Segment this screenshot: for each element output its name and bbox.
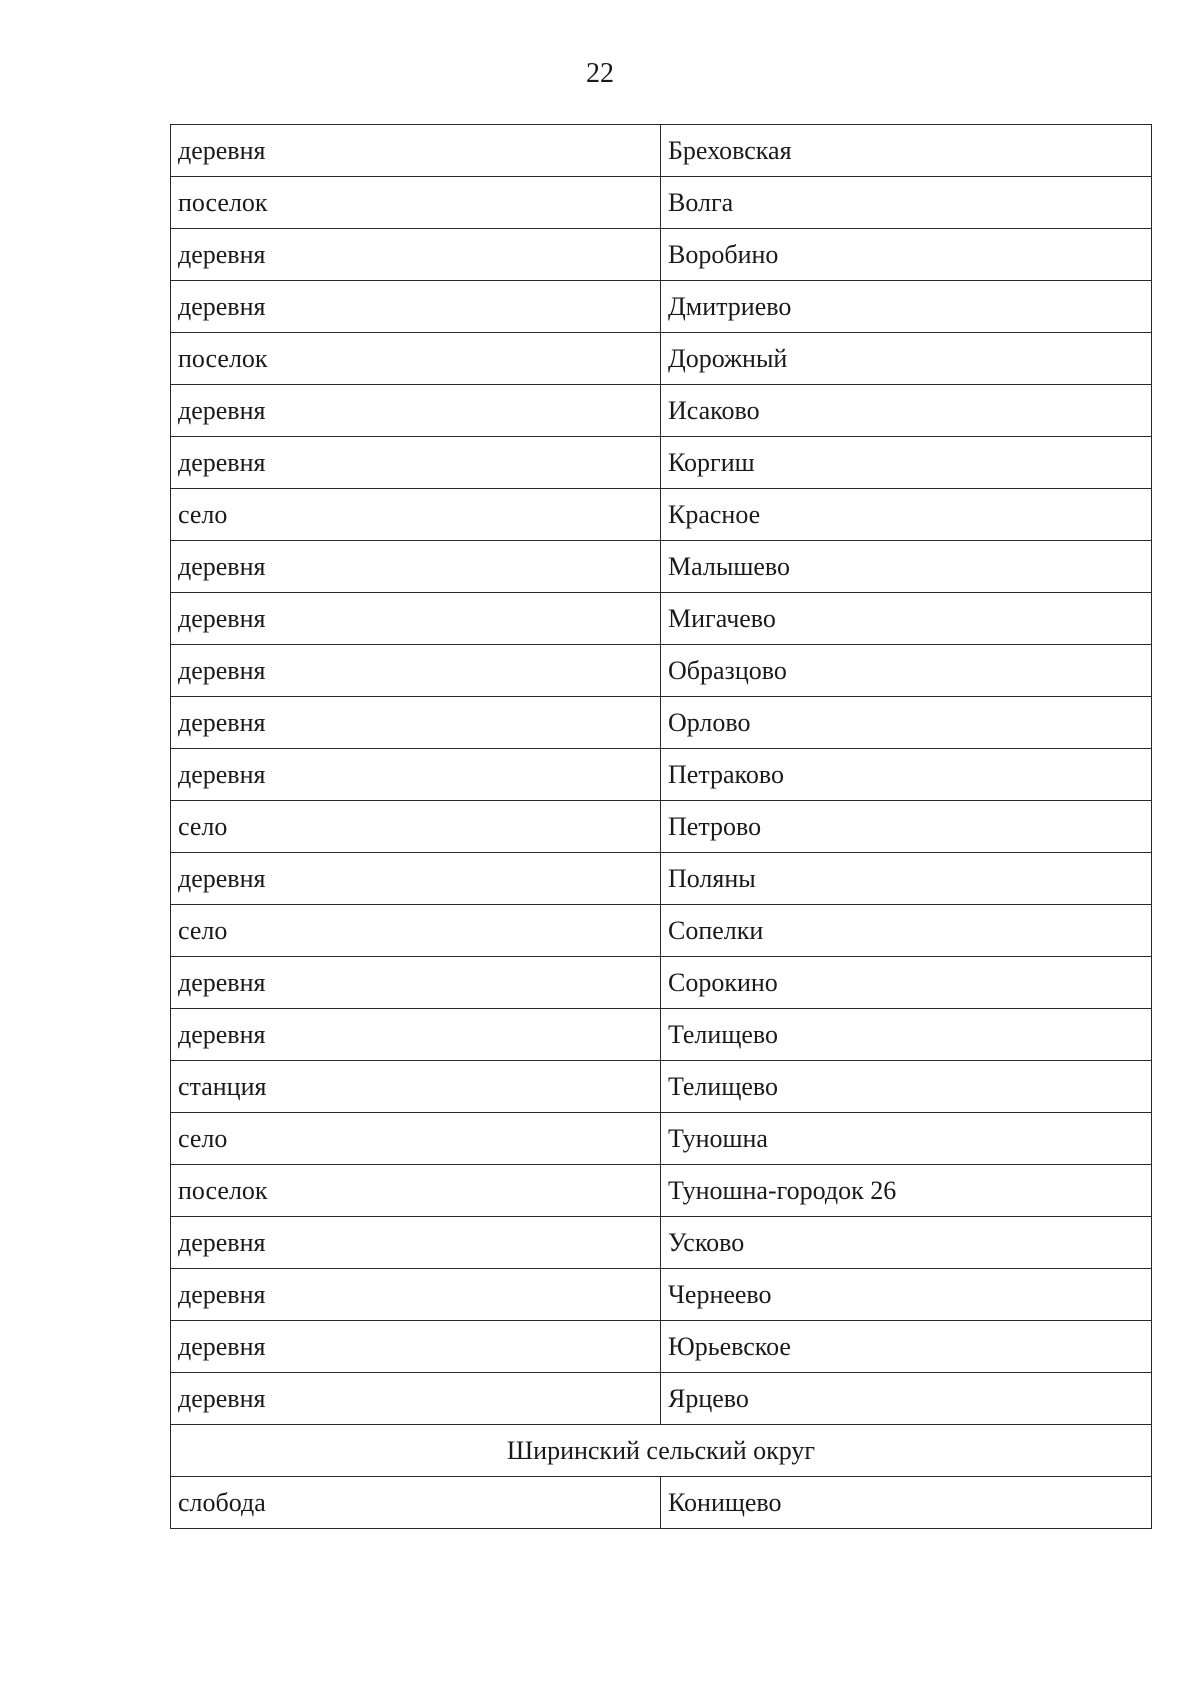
settlement-name-cell: Дмитриево: [661, 281, 1152, 333]
table-row: [171, 1477, 1152, 1529]
settlement-type-cell: деревня: [171, 541, 661, 593]
settlement-name-cell: Конищево: [661, 1477, 1152, 1529]
table-row: [171, 385, 1152, 437]
settlement-name-cell: Исаково: [661, 385, 1152, 437]
table-row: [171, 125, 1152, 177]
settlement-type-cell: поселок: [171, 333, 661, 385]
table-row: [171, 1061, 1152, 1113]
settlement-type-cell: деревня: [171, 645, 661, 697]
settlement-table: [170, 124, 1152, 1529]
settlement-type-cell: деревня: [171, 281, 661, 333]
table-row: [171, 645, 1152, 697]
section-header-cell: Ширинский сельский округ: [171, 1425, 1152, 1477]
settlement-type-cell: деревня: [171, 125, 661, 177]
settlement-name-cell: Красное: [661, 489, 1152, 541]
settlement-type-cell: село: [171, 905, 661, 957]
settlement-name-cell: Волга: [661, 177, 1152, 229]
settlement-name-cell: Сорокино: [661, 957, 1152, 1009]
settlement-type-cell: станция: [171, 1061, 661, 1113]
settlement-name-cell: Малышево: [661, 541, 1152, 593]
settlement-name-cell: Туношна: [661, 1113, 1152, 1165]
settlement-type-cell: деревня: [171, 593, 661, 645]
table-row: [171, 489, 1152, 541]
table-row: [171, 593, 1152, 645]
table-row: [171, 281, 1152, 333]
settlement-name-cell: Поляны: [661, 853, 1152, 905]
settlement-name-cell: Бреховская: [661, 125, 1152, 177]
settlement-type-cell: поселок: [171, 177, 661, 229]
settlement-name-cell: Мигачево: [661, 593, 1152, 645]
settlement-type-cell: деревня: [171, 1269, 661, 1321]
table-row: [171, 1009, 1152, 1061]
table-row: [171, 229, 1152, 281]
table-row: [171, 905, 1152, 957]
settlement-type-cell: деревня: [171, 385, 661, 437]
settlement-type-cell: село: [171, 801, 661, 853]
section-header-row: [171, 1425, 1152, 1477]
settlement-name-cell: Телищево: [661, 1009, 1152, 1061]
settlement-name-cell: Туношна-городок 26: [661, 1165, 1152, 1217]
table-row: [171, 697, 1152, 749]
table-row: [171, 801, 1152, 853]
settlement-name-cell: Ярцево: [661, 1373, 1152, 1425]
settlement-name-cell: Телищево: [661, 1061, 1152, 1113]
table-row: [171, 749, 1152, 801]
table-row: [171, 957, 1152, 1009]
table-row: [171, 541, 1152, 593]
settlement-type-cell: деревня: [171, 1373, 661, 1425]
settlement-name-cell: Юрьевское: [661, 1321, 1152, 1373]
settlement-type-cell: деревня: [171, 749, 661, 801]
settlement-name-cell: Усково: [661, 1217, 1152, 1269]
settlement-type-cell: деревня: [171, 957, 661, 1009]
settlement-type-cell: поселок: [171, 1165, 661, 1217]
settlement-table-body: [171, 125, 1152, 1529]
settlement-name-cell: Образцово: [661, 645, 1152, 697]
settlement-name-cell: Орлово: [661, 697, 1152, 749]
table-row: [171, 1321, 1152, 1373]
settlement-type-cell: село: [171, 489, 661, 541]
settlement-type-cell: деревня: [171, 1217, 661, 1269]
settlement-type-cell: село: [171, 1113, 661, 1165]
settlement-type-cell: деревня: [171, 229, 661, 281]
table-row: [171, 1165, 1152, 1217]
settlement-type-cell: деревня: [171, 1009, 661, 1061]
page-number: 22: [586, 58, 614, 89]
settlement-name-cell: Петраково: [661, 749, 1152, 801]
settlement-name-cell: Воробино: [661, 229, 1152, 281]
settlement-type-cell: деревня: [171, 437, 661, 489]
table-row: [171, 437, 1152, 489]
settlement-type-cell: слобода: [171, 1477, 661, 1529]
table-row: [171, 1269, 1152, 1321]
table-row: [171, 333, 1152, 385]
settlement-type-cell: деревня: [171, 1321, 661, 1373]
settlement-type-cell: деревня: [171, 853, 661, 905]
settlement-name-cell: Дорожный: [661, 333, 1152, 385]
settlement-name-cell: Коргиш: [661, 437, 1152, 489]
table-row: [171, 1373, 1152, 1425]
settlement-name-cell: Петрово: [661, 801, 1152, 853]
table-row: [171, 853, 1152, 905]
settlement-name-cell: Сопелки: [661, 905, 1152, 957]
table-row: [171, 177, 1152, 229]
settlement-type-cell: деревня: [171, 697, 661, 749]
table-row: [171, 1113, 1152, 1165]
table-row: [171, 1217, 1152, 1269]
settlement-name-cell: Чернеево: [661, 1269, 1152, 1321]
